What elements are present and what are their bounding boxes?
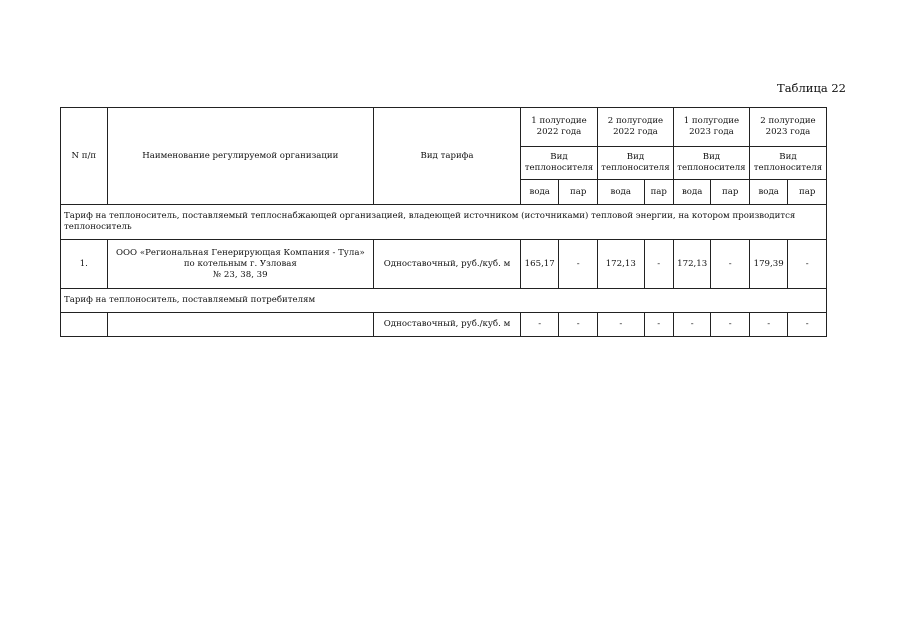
section-row [61,289,827,313]
value-cell: - [788,240,827,289]
section-heading-supplier: Тариф на теплоноситель, поставляемый теплоснабжающей организацией, владеющей источником (источниками) тепловой энергии, на котором производится теплоноситель [61,205,827,240]
section-row [61,205,827,240]
row-org-name [107,313,373,337]
header-water: вода [673,180,710,205]
value-cell: - [644,313,673,337]
header-water: вода [749,180,788,205]
header-num: N п/п [61,108,108,205]
value-cell: - [559,240,598,289]
value-cell: - [644,240,673,289]
row-num [61,313,108,337]
value-cell: - [711,313,750,337]
value-cell: - [749,313,788,337]
header-period-3: 1 полугодие 2023 года [673,108,749,147]
header-org-name: Наименование регулируемой организации [107,108,373,205]
header-carrier-kind: Вид теплоносителя [673,147,749,180]
header-row-periods [61,108,827,147]
value-cell: 172,13 [597,240,644,289]
row-tariff-type: Одноставочный, руб./куб. м [374,240,521,289]
value-cell: 179,39 [749,240,788,289]
header-water: вода [520,180,559,205]
section-heading-consumers: Тариф на теплоноситель, поставляемый потребителям [61,289,827,313]
value-cell: - [788,313,827,337]
row-tariff-type: Одноставочный, руб./куб. м [374,313,521,337]
header-period-2: 2 полугодие 2022 года [597,108,673,147]
value-cell: 172,13 [673,240,710,289]
value-cell: - [711,240,750,289]
value-cell: - [559,313,598,337]
header-period-1: 1 полугодие 2022 года [520,108,597,147]
table-row [61,313,827,337]
header-steam: пар [644,180,673,205]
value-cell: - [673,313,710,337]
value-cell: 165,17 [520,240,559,289]
header-water: вода [597,180,644,205]
header-carrier-kind: Вид теплоносителя [749,147,826,180]
row-num: 1. [61,240,108,289]
value-cell: - [597,313,644,337]
tariff-table [60,107,827,337]
header-steam: пар [559,180,598,205]
header-steam: пар [711,180,750,205]
value-cell: - [520,313,559,337]
header-tariff-type: Вид тарифа [374,108,521,205]
header-period-4: 2 полугодие 2023 года [749,108,826,147]
row-org-name: ООО «Региональная Генерирующая Компания - Тула» по котельным г. Узловая № 23, 38, 39 [107,240,373,289]
header-carrier-kind: Вид теплоносителя [597,147,673,180]
table-caption: Таблица 22 [777,81,846,95]
table-row [61,240,827,289]
header-steam: пар [788,180,827,205]
header-carrier-kind: Вид теплоносителя [520,147,597,180]
